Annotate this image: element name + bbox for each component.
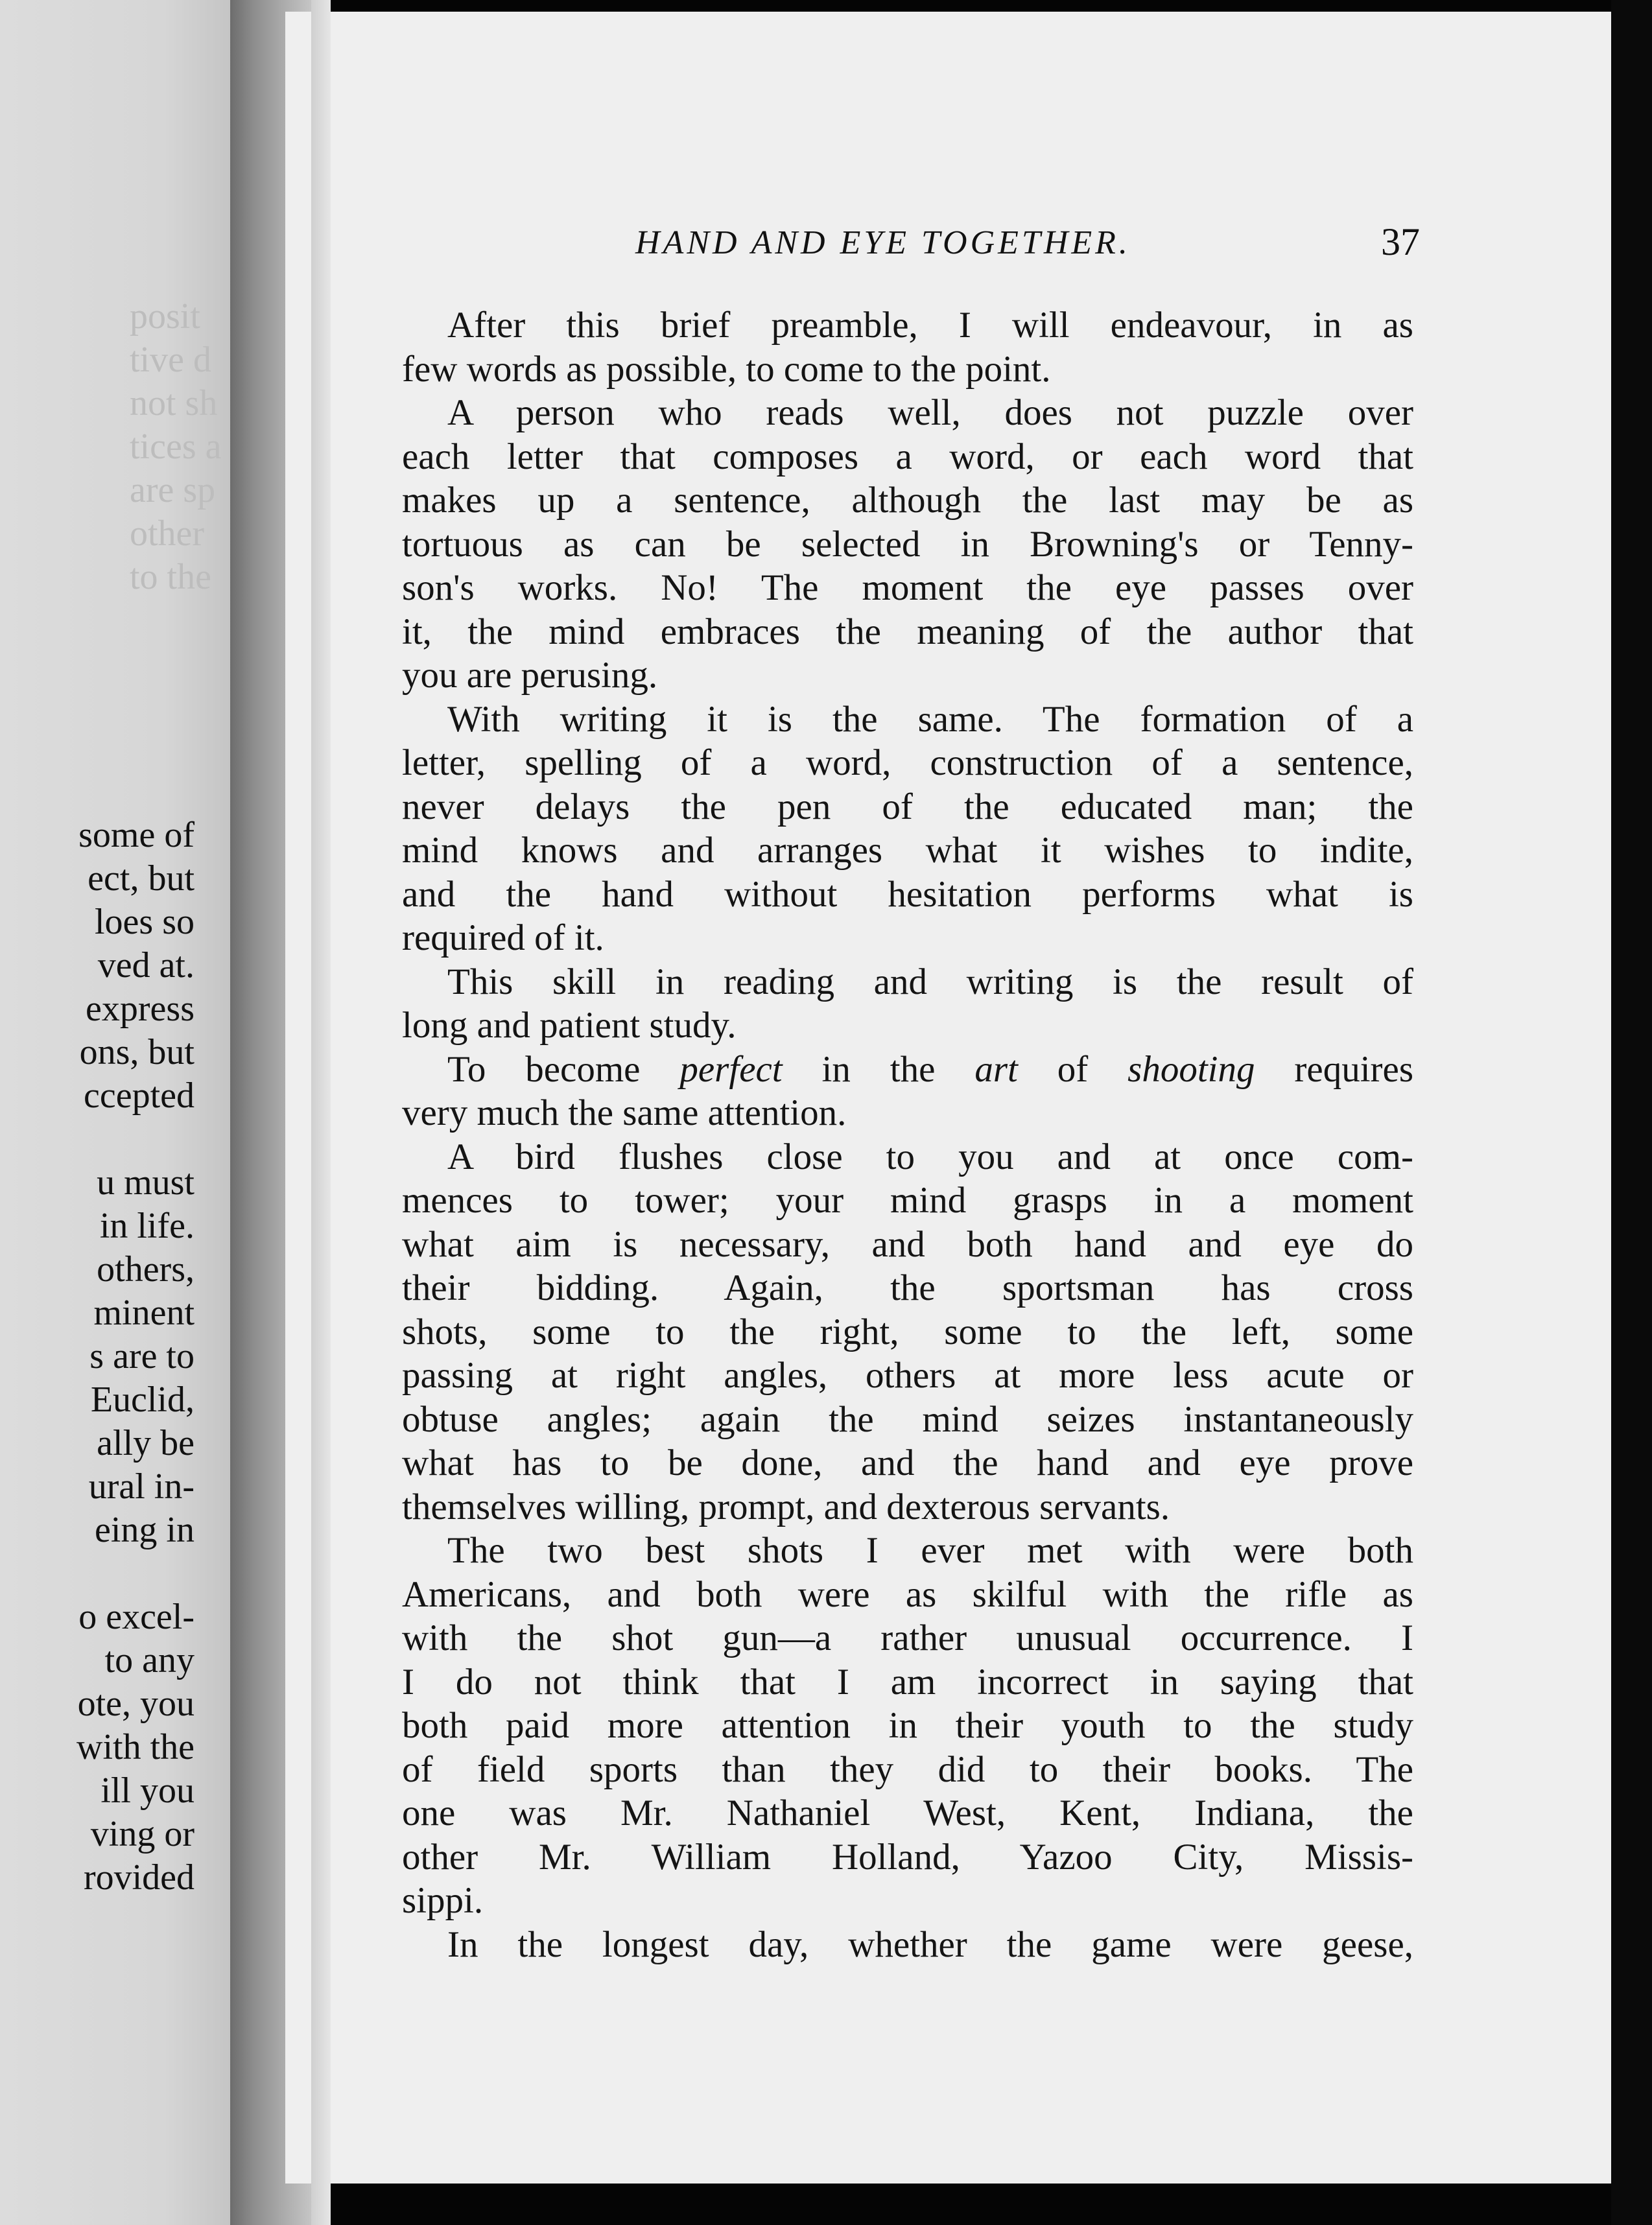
- text-run: of: [1017, 1048, 1128, 1090]
- text-line: each letter that composes a word, or each word that: [402, 436, 1413, 477]
- facing-page-line: others,: [97, 1249, 195, 1289]
- text-line: themselves willing, prompt, and dexterous servants.: [402, 1486, 1170, 1527]
- facing-page-line: ving or: [90, 1814, 195, 1854]
- text-line: letter, spelling of a word, construction of a sentence,: [402, 742, 1413, 783]
- text-line: other Mr. William Holland, Yazoo City, Missis-: [402, 1836, 1413, 1878]
- text-line: A person who reads well, does not puzzle over: [447, 392, 1413, 433]
- facing-page-line: some of: [78, 815, 195, 855]
- text-line: I do not think that I am incorrect in saying that: [402, 1661, 1413, 1702]
- text-run: requires: [1255, 1048, 1413, 1090]
- page-edge: [1611, 0, 1652, 2225]
- facing-page-faint-line: are sp: [130, 470, 216, 510]
- text-line: of field sports than they did to their books. The: [402, 1748, 1413, 1790]
- facing-page-faint-line: posit: [130, 296, 200, 336]
- text-line: son's works. No! The moment the eye passes over: [402, 567, 1413, 608]
- text-line: [402, 1048, 1413, 1092]
- text-line: one was Mr. Nathaniel West, Kent, Indiana, the: [402, 1793, 1413, 1833]
- facing-page-line: Euclid,: [90, 1380, 195, 1420]
- italic-word: art: [974, 1048, 1018, 1090]
- facing-page-line: express: [86, 989, 195, 1029]
- facing-page-line: o excel-: [78, 1597, 195, 1637]
- text-line: mind knows and arranges what it wishes to indite,: [402, 830, 1413, 871]
- facing-page-line: with the: [77, 1727, 195, 1767]
- facing-page-line: ect, but: [88, 858, 195, 899]
- text-line: In the longest day, whether the game were geese,: [447, 1924, 1413, 1965]
- running-head: HAND AND EYE TOGETHER.: [635, 224, 1131, 261]
- text-line: sippi.: [402, 1880, 484, 1921]
- facing-page-line: u must: [97, 1162, 195, 1203]
- facing-page-faint-line: to the: [130, 557, 211, 597]
- facing-page-line: ccepted: [84, 1076, 195, 1116]
- text-line: shots, some to the right, some to the left, some: [402, 1311, 1413, 1352]
- text-line: and the hand without hesitation performs what is: [402, 873, 1413, 915]
- text-line: With writing it is the same. The formation of a: [447, 698, 1413, 740]
- text-line: After this brief preamble, I will endeavour, in as: [447, 305, 1413, 346]
- facing-page-line: eing in: [95, 1510, 195, 1550]
- text-run: in the: [782, 1048, 975, 1090]
- text-run: To become: [447, 1048, 680, 1090]
- facing-page-faint-line: not sh: [130, 383, 218, 423]
- text-line: what has to be done, and the hand and eye prove: [402, 1442, 1413, 1483]
- text-line: obtuse angles; again the mind seizes instantaneously: [402, 1398, 1413, 1440]
- text-line: tortuous as can be selected in Browning's or Tenny-: [402, 523, 1413, 565]
- facing-page-line: to any: [104, 1640, 195, 1680]
- text-line: what aim is necessary, and both hand and eye do: [402, 1223, 1413, 1265]
- facing-page-line: ill you: [100, 1771, 195, 1811]
- facing-page-line: minent: [93, 1293, 195, 1333]
- facing-page-faint-text: [130, 295, 220, 599]
- text-line: with the shot gun—a rather unusual occurrence. I: [402, 1618, 1413, 1658]
- text-line: passing at right angles, others at more less acute or: [402, 1355, 1413, 1396]
- facing-page-line: s are to: [89, 1336, 195, 1376]
- text-line: required of it.: [402, 917, 604, 958]
- facing-page-line: ons, but: [79, 1032, 195, 1072]
- facing-page-line: ved at.: [97, 945, 195, 985]
- italic-word: shooting: [1127, 1048, 1255, 1090]
- facing-page-faint-line: tices a: [130, 427, 222, 467]
- text-line: This skill in reading and writing is the result of: [447, 961, 1413, 1002]
- text-line: A bird flushes close to you and at once com-: [447, 1136, 1413, 1177]
- text-line: mences to tower; your mind grasps in a moment: [402, 1180, 1413, 1221]
- text-line: both paid more attention in their youth to the study: [402, 1705, 1413, 1746]
- text-line: Americans, and both were as skilful with the rifle as: [402, 1573, 1413, 1615]
- page-header: [635, 220, 1420, 276]
- facing-page-line: in life.: [99, 1206, 195, 1246]
- facing-page-line: [0, 1552, 195, 1595]
- facing-page-line: ally be: [97, 1423, 195, 1463]
- text-line: The two best shots I ever met with were both: [447, 1530, 1413, 1571]
- text-line: their bidding. Again, the sportsman has cross: [402, 1267, 1413, 1308]
- facing-page-line: rovided: [83, 1857, 195, 1898]
- facing-page-faint-line: other: [130, 513, 205, 554]
- italic-word: perfect: [679, 1048, 783, 1090]
- text-line: very much the same attention.: [402, 1092, 847, 1133]
- page-number: 37: [1381, 220, 1420, 263]
- facing-page-line: [0, 1118, 195, 1161]
- facing-page-line: ural in-: [88, 1466, 195, 1507]
- facing-page: [0, 0, 233, 2225]
- text-line: long and patient study.: [402, 1005, 737, 1046]
- facing-page-line: ote, you: [77, 1684, 195, 1724]
- facing-page-line: loes so: [95, 902, 195, 942]
- text-line: makes up a sentence, although the last may be as: [402, 480, 1413, 521]
- text-line: it, the mind embraces the meaning of the author that: [402, 611, 1413, 652]
- body-text: [402, 303, 1413, 1966]
- gutter-shadow: [311, 0, 331, 2225]
- text-line: never delays the pen of the educated man; the: [402, 786, 1413, 827]
- facing-page-text: [0, 814, 195, 1900]
- text-line: you are perusing.: [402, 655, 658, 696]
- text-line: few words as possible, to come to the point.: [402, 348, 1051, 390]
- facing-page-faint-line: tive d: [130, 340, 211, 380]
